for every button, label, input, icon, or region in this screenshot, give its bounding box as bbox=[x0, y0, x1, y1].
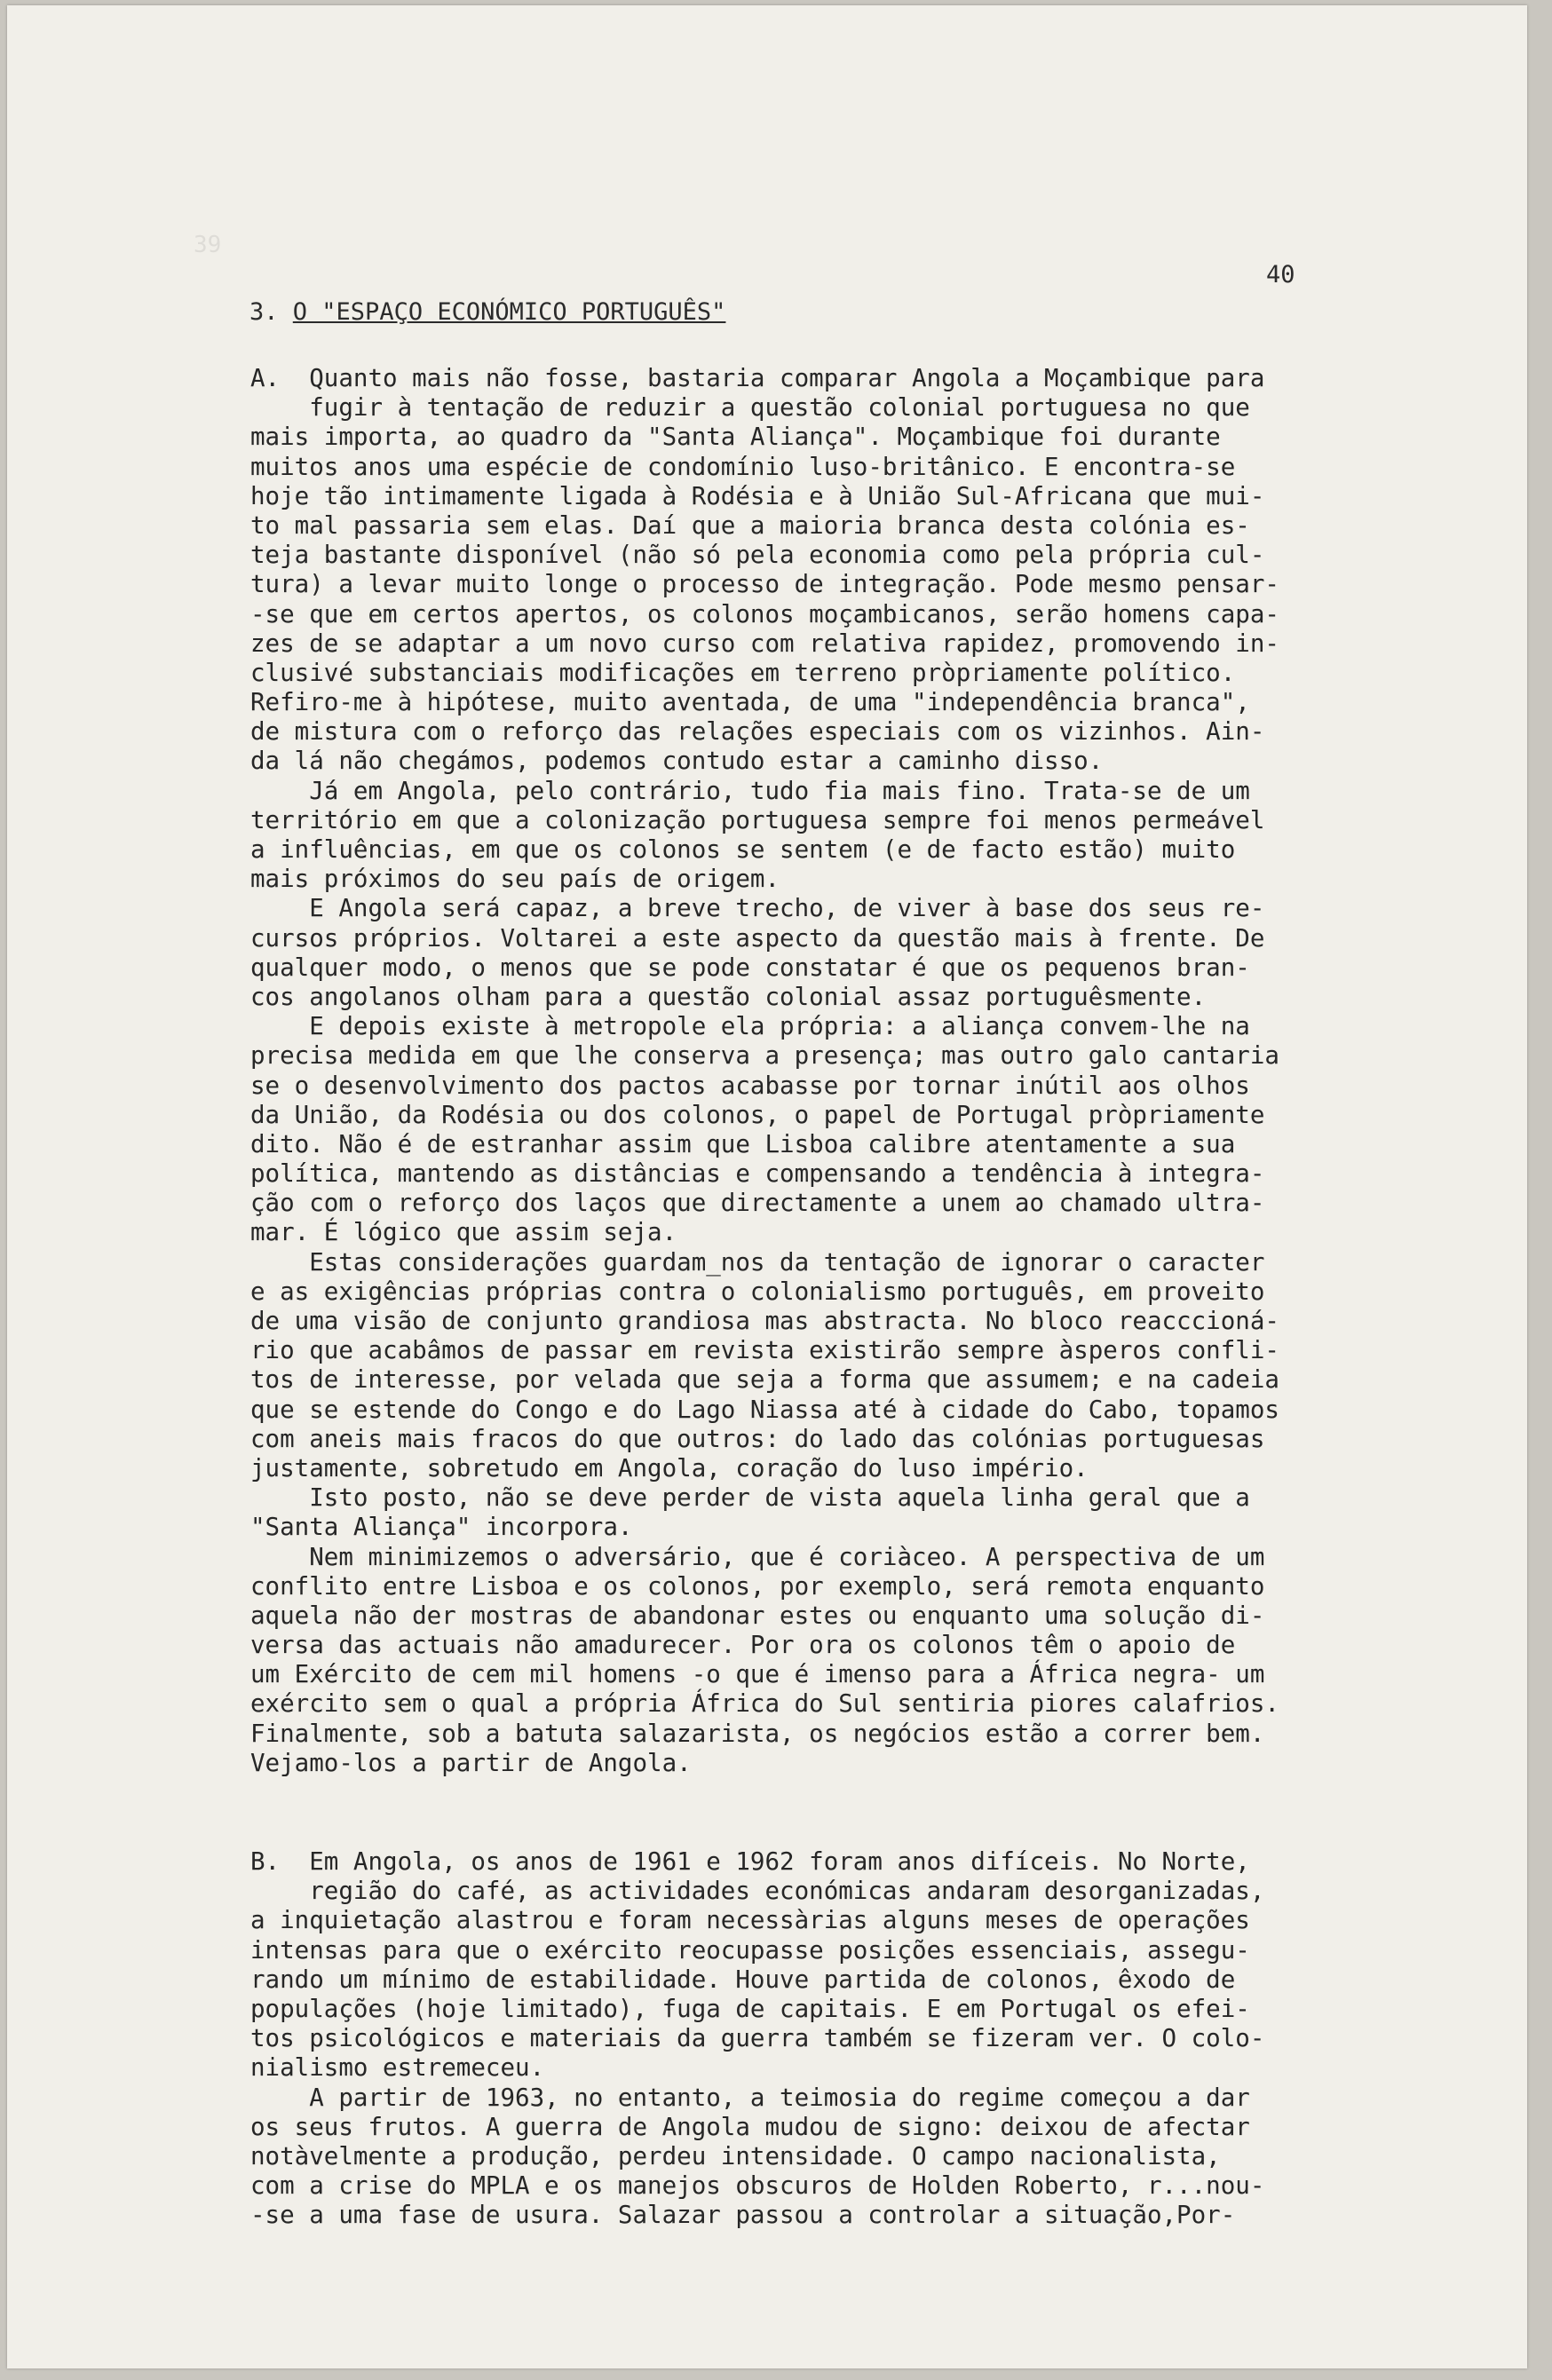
text-line: e as exigências próprias contra o colonialismo português, em proveito bbox=[250, 1277, 1265, 1306]
text-line: qualquer modo, o menos que se pode constatar é que os pequenos bran- bbox=[250, 953, 1250, 982]
text-line: "Santa Aliança" incorpora. bbox=[250, 1513, 633, 1542]
section-b-text bbox=[250, 1847, 1405, 2230]
text-line: versa das actuais não amadurecer. Por ora os colonos têm o apoio de bbox=[250, 1631, 1236, 1660]
text-line: se o desenvolvimento dos pactos acabasse por tornar inútil aos olhos bbox=[250, 1071, 1250, 1100]
text-line: -se a uma fase de usura. Salazar passou a controlar a situação,Por- bbox=[250, 2201, 1236, 2230]
text-line: notàvelmente a produção, perdeu intensidade. O campo nacionalista, bbox=[250, 2141, 1221, 2170]
text-line: mais importa, ao quadro da "Santa Aliança". Moçambique foi durante bbox=[250, 423, 1221, 452]
text-line: da União, da Rodésia ou dos colonos, o papel de Portugal pròpriamente bbox=[250, 1100, 1265, 1129]
text-line: hoje tão intimamente ligada à Rodésia e à União Sul-Africana que mui- bbox=[250, 481, 1265, 510]
text-line: fugir à tentação de reduzir a questão colonial portuguesa no que bbox=[250, 393, 1250, 423]
text-line: clusivé substanciais modificações em terreno pròpriamente político. bbox=[250, 658, 1236, 687]
text-line: com a crise do MPLA e os manejos obscuros de Holden Roberto, r...nou- bbox=[250, 2171, 1265, 2201]
text-line: rando um mínimo de estabilidade. Houve partida de colonos, êxodo de bbox=[250, 1965, 1236, 1994]
text-line: um Exército de cem mil homens -o que é imenso para a África negra- um bbox=[250, 1660, 1265, 1689]
text-line: Estas considerações guardam_nos da tentação de ignorar o caracter bbox=[250, 1247, 1265, 1277]
text-line: tos de interesse, por velada que seja a forma que assumem; e na cadeia bbox=[250, 1365, 1279, 1395]
text-line: cursos próprios. Voltarei a este aspecto da questão mais à frente. De bbox=[250, 923, 1265, 953]
text-line: cos angolanos olham para a questão colonial assaz portuguêsmente. bbox=[250, 982, 1207, 1011]
document-page bbox=[7, 5, 1527, 2368]
text-line: dito. Não é de estranhar assim que Lisboa calibre atentamente a sua bbox=[250, 1129, 1236, 1158]
heading-number: 3. bbox=[249, 298, 279, 326]
text-line: os seus frutos. A guerra de Angola mudou de signo: deixou de afectar bbox=[250, 2112, 1250, 2141]
text-line: rio que acabâmos de passar em revista existirão sempre àsperos confli- bbox=[250, 1336, 1279, 1365]
text-line: território em que a colonização portuguesa sempre foi menos permeável bbox=[250, 805, 1265, 834]
text-line: política, mantendo as distâncias e compensando a tendência à integra- bbox=[250, 1159, 1265, 1189]
text-line: exército sem o qual a própria África do Sul sentiria piores calafrios. bbox=[250, 1689, 1279, 1719]
text-line: B. Em Angola, os anos de 1961 e 1962 foram anos difíceis. No Norte, bbox=[250, 1847, 1250, 1876]
text-line: Já em Angola, pelo contrário, tudo fia mais fino. Trata-se de um bbox=[250, 776, 1250, 805]
text-line: to mal passaria sem elas. Daí que a maioria branca desta colónia es- bbox=[250, 510, 1250, 540]
text-line: justamente, sobretudo em Angola, coração do luso império. bbox=[250, 1453, 1089, 1483]
text-line: aquela não der mostras de abandonar estes ou enquanto uma solução di- bbox=[250, 1601, 1265, 1630]
text-line: precisa medida em que lhe conserva a presença; mas outro galo cantaria bbox=[250, 1041, 1279, 1071]
text-line: com aneis mais fracos do que outros: do lado das colónias portuguesas bbox=[250, 1424, 1265, 1453]
page-number: 40 bbox=[1266, 261, 1295, 289]
text-line: da lá não chegámos, podemos contudo estar a caminho disso. bbox=[250, 747, 1104, 776]
text-line: Finalmente, sob a batuta salazarista, os negócios estão a correr bem. bbox=[250, 1719, 1265, 1748]
text-line: região do café, as actividades económicas andaram desorganizadas, bbox=[250, 1877, 1265, 1906]
text-line: tos psicológicos e materiais da guerra também se fizeram ver. O colo- bbox=[250, 2024, 1265, 2053]
bleed-through-text: 39 bbox=[194, 232, 222, 258]
text-line: A partir de 1963, no entanto, a teimosia do regime começou a dar bbox=[250, 2083, 1250, 2112]
text-line: A. Quanto mais não fosse, bastaria comparar Angola a Moçambique para bbox=[250, 364, 1265, 392]
text-line: Refiro-me à hipótese, muito aventada, de uma "independência branca", bbox=[250, 688, 1250, 717]
text-line: conflito entre Lisboa e os colonos, por exemplo, será remota enquanto bbox=[250, 1571, 1265, 1601]
text-line: Isto posto, não se deve perder de vista aquela linha geral que a bbox=[250, 1483, 1250, 1513]
text-line: E depois existe à metropole ela própria: a aliança convem-lhe na bbox=[250, 1012, 1250, 1041]
text-line: nialismo estremeceu. bbox=[250, 2053, 545, 2083]
text-line: de mistura com o reforço das relações especiais com os vizinhos. Ain- bbox=[250, 717, 1265, 747]
text-line: populações (hoje limitado), fuga de capitais. E em Portugal os efei- bbox=[250, 1994, 1250, 2023]
section-a-text bbox=[250, 364, 1405, 1778]
text-line: a inquietação alastrou e foram necessàrias alguns meses de operações bbox=[250, 1906, 1250, 1935]
text-line: mais próximos do seu país de origem. bbox=[250, 865, 780, 894]
text-line: a influências, em que os colonos se sentem (e de facto estão) muito bbox=[250, 835, 1236, 864]
heading-title: O "ESPAÇO ECONÓMICO PORTUGUÊS" bbox=[292, 298, 726, 326]
section-heading bbox=[249, 298, 725, 326]
text-line: E Angola será capaz, a breve trecho, de viver à base dos seus re- bbox=[250, 894, 1265, 923]
text-line: ção com o reforço dos laços que directamente a unem ao chamado ultra- bbox=[250, 1189, 1265, 1218]
text-line: que se estende do Congo e do Lago Niassa até à cidade do Cabo, topamos bbox=[250, 1395, 1279, 1424]
text-line: muitos anos uma espécie de condomínio luso-britânico. E encontra-se bbox=[250, 452, 1236, 481]
text-line: zes de se adaptar a um novo curso com relativa rapidez, promovendo in- bbox=[250, 629, 1279, 658]
text-line: intensas para que o exército reocupasse posições essenciais, assegu- bbox=[250, 1935, 1250, 1965]
text-line: Vejamo-los a partir de Angola. bbox=[250, 1748, 692, 1777]
text-line: mar. É lógico que assim seja. bbox=[250, 1218, 677, 1247]
text-line: Nem minimizemos o adversário, que é coriàceo. A perspectiva de um bbox=[250, 1542, 1265, 1571]
text-line: teja bastante disponível (não só pela economia como pela própria cul- bbox=[250, 541, 1265, 570]
text-line: -se que em certos apertos, os colonos moçambicanos, serão homens capa- bbox=[250, 599, 1279, 629]
text-line: de uma visão de conjunto grandiosa mas abstracta. No bloco reacccioná- bbox=[250, 1307, 1279, 1335]
text-line: tura) a levar muito longe o processo de integração. Pode mesmo pensar- bbox=[250, 570, 1279, 599]
